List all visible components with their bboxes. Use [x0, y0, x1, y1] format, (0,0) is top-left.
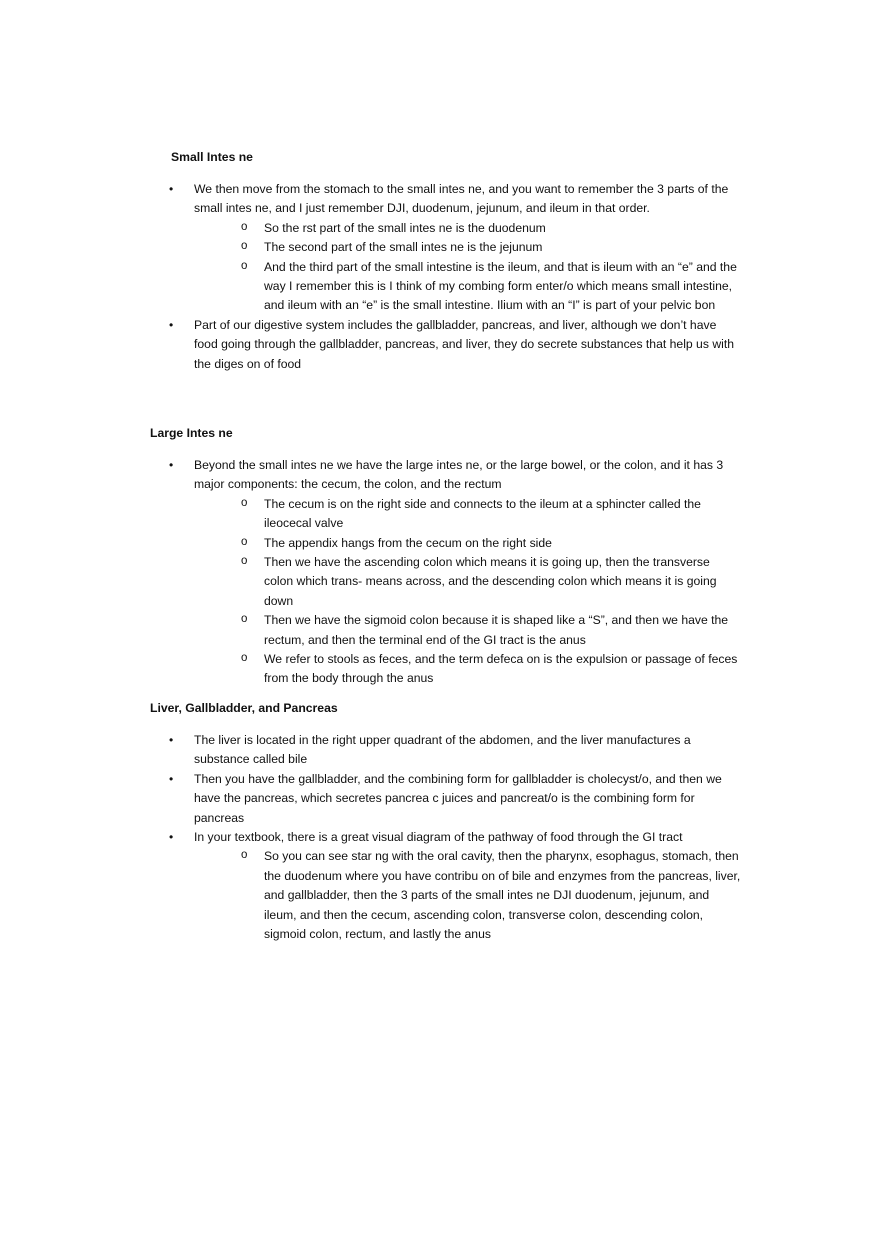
circle-bullet-icon: o — [241, 613, 248, 626]
list-item-text: Then you have the gallbladder, and the combining form for gallbladder is cholecyst/o, and then we have the pancreas, which secretes pancrea c juices and pancreat/o is the combining form for pancreas — [194, 771, 722, 825]
sublist-item-text: So you can see star ng with the oral cavity, then the pharynx, esophagus, stomach, then the duodenum where you have contribu on of bile and enzymes from the pancreas, liver, and gallbladder, then the 3 parts of the small intes ne DJI duodenum, jejunum, and ileum, and then the cecum, ascending colon, transverse colon, descending colon, sigmoid colon, rectum, and lastly the anus — [264, 849, 741, 942]
circle-bullet-icon: o — [241, 535, 248, 548]
sublist — [194, 219, 741, 316]
list-small-intestine — [169, 180, 741, 374]
sublist-item — [219, 553, 741, 611]
list-item — [169, 770, 741, 828]
sublist-item — [219, 495, 741, 534]
circle-bullet-icon: o — [241, 259, 248, 272]
bullet-icon: • — [169, 771, 174, 786]
sublist-item — [219, 650, 741, 689]
sublist-item-text: So the rst part of the small intes ne is the duodenum — [264, 220, 546, 235]
sublist-item-text: Then we have the ascending colon which means it is going up, then the transverse colon which trans- means across, and the descending colon which means it is going down — [264, 555, 717, 608]
bullet-icon: • — [169, 830, 174, 845]
list-item-text: We then move from the stomach to the small intes ne, and you want to remember the 3 parts of the small intes ne, and I just remember DJI, duodenum, jejunum, and ileum in that order. — [194, 182, 729, 216]
list-item-text: Part of our digestive system includes the gallbladder, pancreas, and liver, although we don’t have food going through the gallbladder, pancreas, and liver, they do secrete substances that help us with the diges on of food — [194, 317, 734, 371]
list-item — [169, 316, 741, 374]
bullet-icon: • — [169, 317, 174, 332]
circle-bullet-icon: o — [241, 220, 248, 233]
sublist-item-text: The second part of the small intes ne is the jejunum — [264, 240, 543, 255]
sublist-item — [219, 611, 741, 650]
sublist-item — [219, 258, 741, 316]
sublist — [194, 847, 741, 944]
bullet-icon: • — [169, 182, 174, 196]
circle-bullet-icon: o — [241, 652, 248, 665]
list-item — [169, 456, 741, 689]
sublist-item-text: The appendix hangs from the cecum on the right side — [264, 535, 552, 550]
sublist-item-text: And the third part of the small intestine is the ileum, and that is ileum with an “e” and the way I remember this is I think of my combing form enter/o which means small intestine, and ileum with an “e” is the small intestine. Ilium with an “I” is part of your pelvic bon — [264, 259, 737, 313]
circle-bullet-icon: o — [241, 849, 248, 862]
heading-liver-gallbladder-pancreas: Liver, Gallbladder, and Pancreas — [150, 701, 338, 715]
list-item — [169, 731, 741, 770]
list-large-intestine — [169, 456, 741, 689]
heading-small-intestine: Small Intes ne — [171, 150, 253, 164]
list-item — [169, 180, 741, 316]
sublist-item — [219, 238, 741, 257]
circle-bullet-icon: o — [241, 240, 248, 253]
sublist-item-text: Then we have the sigmoid colon because it is shaped like a “S”, and then we have the rectum, and then the terminal end of the GI tract is the anus — [264, 613, 729, 647]
bullet-icon: • — [169, 733, 174, 747]
list-item-text: The liver is located in the right upper quadrant of the abdomen, and the liver manufactures a substance called bile — [194, 733, 691, 767]
circle-bullet-icon: o — [241, 496, 248, 509]
list-item-text: Beyond the small intes ne we have the large intes ne, or the large bowel, or the colon, and it has 3 major components: the cecum, the colon, and the rectum — [194, 458, 724, 492]
circle-bullet-icon: o — [241, 555, 248, 568]
list-item-text: In your textbook, there is a great visual diagram of the pathway of food through the GI tract — [194, 830, 683, 845]
sublist-item-text: We refer to stools as feces, and the term defeca on is the expulsion or passage of feces from the body through the anus — [264, 652, 738, 686]
list-liver-gallbladder-pancreas — [169, 731, 741, 944]
sublist — [194, 495, 741, 689]
bullet-icon: • — [169, 458, 174, 472]
sublist-item — [219, 534, 741, 553]
list-item — [169, 828, 741, 944]
sublist-item — [219, 847, 741, 944]
sublist-item — [219, 219, 741, 238]
sublist-item-text: The cecum is on the right side and connects to the ileum at a sphincter called the ileocecal valve — [264, 496, 701, 531]
heading-large-intestine: Large Intes ne — [150, 426, 233, 440]
